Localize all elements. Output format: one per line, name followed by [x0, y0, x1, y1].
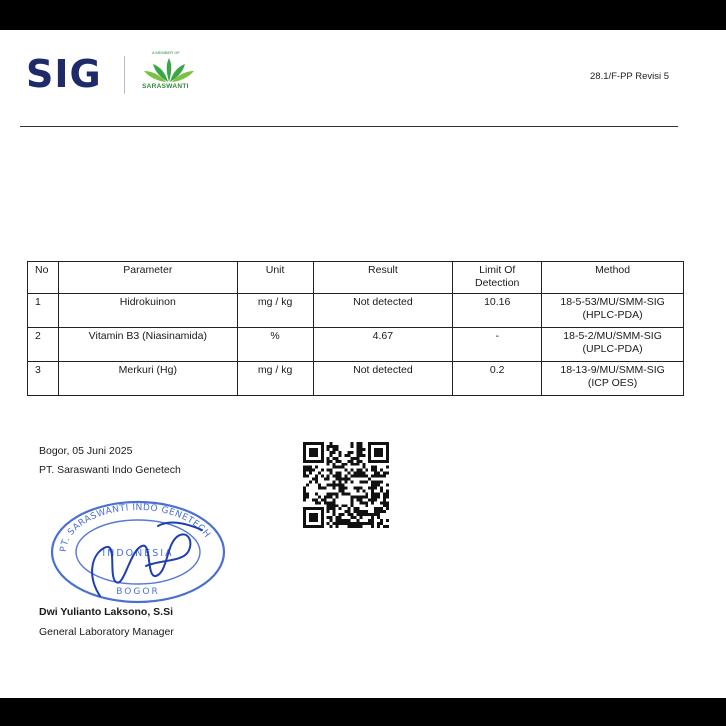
table-row [28, 294, 684, 328]
cell-no: 3 [28, 362, 59, 396]
cell-lod: - [453, 328, 542, 362]
col-header-parameter: Parameter [58, 262, 237, 294]
cell-no: 1 [28, 294, 59, 328]
partner-brand: SARASWANTI [142, 83, 189, 90]
logo-divider [124, 56, 125, 94]
company-name: PT. Saraswanti Indo Genetech [39, 464, 181, 476]
cell-result: Not detected [313, 362, 453, 396]
cell-no: 2 [28, 328, 59, 362]
method-code: 18-5-53/MU/SMM-SIG [560, 296, 665, 308]
method-code: 18-13-9/MU/SMM-SIG [560, 364, 665, 376]
col-header-lod [453, 262, 542, 294]
cell-method [542, 362, 684, 396]
qr-code [303, 442, 389, 528]
results-table [27, 261, 684, 396]
col-header-unit: Unit [237, 262, 313, 294]
table-header-row [28, 262, 684, 294]
cell-parameter: Hidrokuinon [58, 294, 237, 328]
place-date: Bogor, 05 Juni 2025 [39, 445, 133, 457]
col-header-lod-line1: Limit Of [479, 264, 516, 276]
cell-lod: 0.2 [453, 362, 542, 396]
cell-unit: mg / kg [237, 362, 313, 396]
header-divider [20, 126, 678, 127]
table-row [28, 328, 684, 362]
stamp-center-text: INDONESIA [102, 548, 174, 559]
cell-parameter: Merkuri (Hg) [58, 362, 237, 396]
method-technique: (ICP OES) [587, 377, 638, 389]
saraswanti-leaf-icon [141, 56, 197, 84]
stamp-bottom-text: BOGOR [116, 587, 160, 597]
table-row [28, 362, 684, 396]
cell-unit: mg / kg [237, 294, 313, 328]
report-page [0, 30, 726, 698]
cell-lod: 10.16 [453, 294, 542, 328]
signer-title: General Laboratory Manager [39, 626, 174, 638]
cell-method [542, 294, 684, 328]
handwritten-signature [92, 523, 202, 596]
company-stamp [38, 486, 238, 606]
cell-result: Not detected [313, 294, 453, 328]
col-header-no: No [28, 262, 59, 294]
cell-unit: % [237, 328, 313, 362]
saraswanti-logo [138, 50, 200, 96]
sig-logo: SIG [26, 52, 102, 96]
stamp-top-text: PT. SARASWANTI INDO GENETECH [58, 502, 212, 553]
method-technique: (HPLC-PDA) [582, 309, 643, 321]
method-code: 18-5-2/MU/SMM-SIG [563, 330, 662, 342]
signer-name: Dwi Yulianto Laksono, S.Si [39, 606, 173, 618]
col-header-method: Method [542, 262, 684, 294]
partner-member-text: A MEMBER OF [152, 50, 180, 55]
cell-parameter: Vitamin B3 (Niasinamida) [58, 328, 237, 362]
svg-text:PT. SARASWANTI INDO GENETECH [59, 503, 212, 552]
col-header-lod-line2: Detection [475, 277, 520, 289]
cell-result: 4.67 [313, 328, 453, 362]
cell-method [542, 328, 684, 362]
col-header-result: Result [313, 262, 453, 294]
document-code: 28.1/F-PP Revisi 5 [590, 71, 670, 82]
method-technique: (UPLC-PDA) [582, 343, 643, 355]
